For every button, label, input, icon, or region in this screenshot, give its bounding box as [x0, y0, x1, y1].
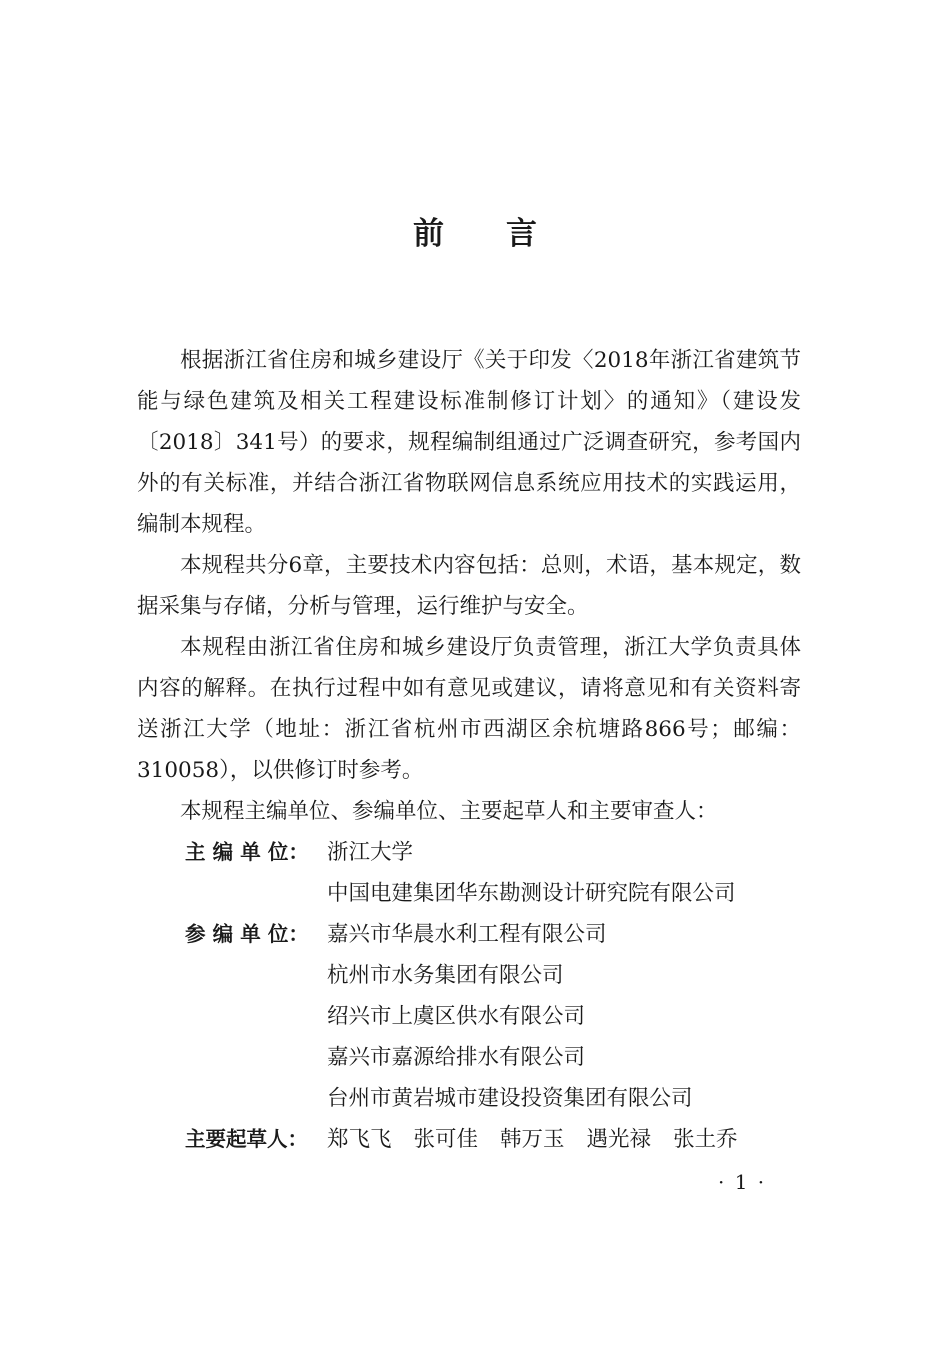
participating-unit: 台州市黄岩城市建设投资集团有限公司: [327, 1086, 693, 1111]
paragraph-units-intro: 本规程主编单位、参编单位、主要起草人和主要审查人：: [180, 799, 718, 824]
page-title: [0, 208, 950, 253]
chief-unit: 浙江大学: [327, 840, 414, 865]
drafters-row: [137, 1119, 801, 1160]
participating-unit: 绍兴市上虞区供水有限公司: [327, 1004, 586, 1029]
participating-units-label: 参 编 单 位：: [185, 922, 309, 946]
preface-body: [137, 340, 801, 1160]
title-char-2: 言: [506, 216, 537, 252]
chief-unit: 中国电建集团华东勘测设计研究院有限公司: [327, 881, 736, 906]
drafter-name: 张可佳: [413, 1127, 479, 1152]
chief-units-label: 主 编 单 位：: [185, 840, 309, 864]
units-list: [137, 832, 801, 1160]
title-char-1: 前: [413, 216, 444, 252]
paragraph-basis: 根据浙江省住房和城乡建设厅《关于印发〈2018年浙江省建筑节能与绿色建筑及相关工程建设标准制修订计划〉的通知》（建设发〔2018〕341号）的要求，规程编制组通过广泛调查研究，参考国内外的有关标准，并结合浙江省物联网信息系统应用技术的实践运用，编制本规程。: [137, 348, 801, 537]
paragraph-management: 本规程由浙江省住房和城乡建设厅负责管理，浙江大学负责具体内容的解释。在执行过程中如有意见或建议，请将意见和有关资料寄送浙江大学（地址：浙江省杭州市西湖区余杭塘路866号；邮编：310058），以供修订时参考。: [137, 635, 801, 783]
participating-units-row: [137, 914, 801, 1119]
drafter-name: 韩万玉: [500, 1127, 565, 1152]
drafter-name: 遇光禄: [586, 1127, 652, 1152]
drafters-label: 主要起草人：: [185, 1127, 308, 1151]
chief-units-row: [137, 832, 801, 914]
drafter-name: 郑飞飞: [327, 1127, 392, 1152]
page-number: · 1 ·: [718, 1170, 767, 1194]
participating-unit: 嘉兴市嘉源给排水有限公司: [327, 1045, 586, 1070]
paragraph-contents: 本规程共分6章，主要技术内容包括：总则，术语，基本规定，数据采集与存储，分析与管理，运行维护与安全。: [137, 553, 801, 619]
participating-unit: 杭州市水务集团有限公司: [327, 963, 564, 988]
participating-unit: 嘉兴市华晨水利工程有限公司: [327, 922, 607, 947]
drafter-name: 张土乔: [673, 1127, 738, 1152]
